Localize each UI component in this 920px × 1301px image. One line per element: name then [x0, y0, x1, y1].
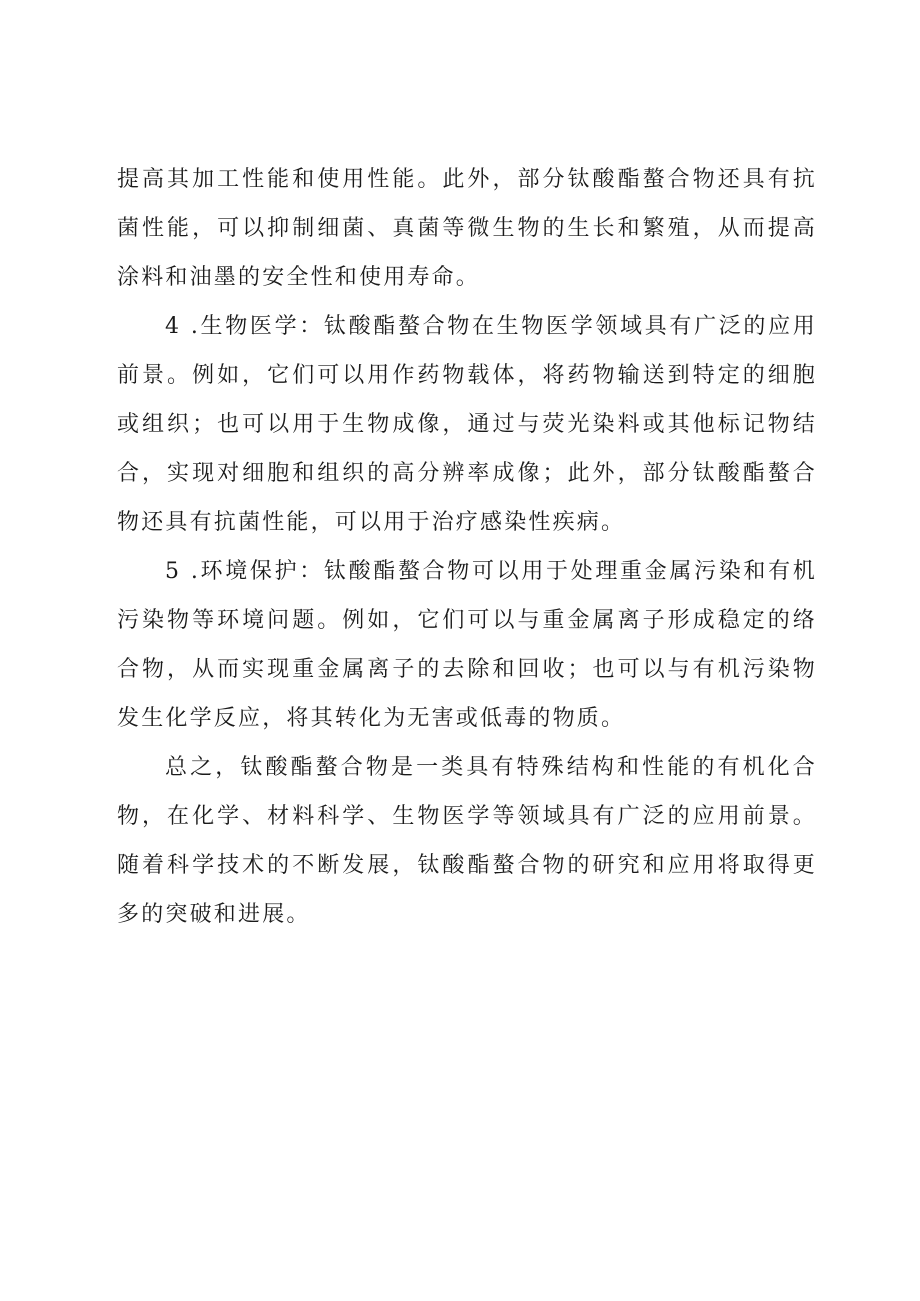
paragraph-conclusion: 总之，钛酸酯螯合物是一类具有特殊结构和性能的有机化合物，在化学、材料科学、生物医学等领域具有广泛的应用前景。随着科学技术的不断发展，钛酸酯螯合物的研究和应用将取得更多的突破和进展。	[117, 755, 817, 927]
document-body	[117, 155, 817, 939]
paragraph-continuation: 提高其加工性能和使用性能。此外，部分钛酸酯螯合物还具有抗菌性能，可以抑制细菌、真菌等微生物的生长和繁殖，从而提高涂料和油墨的安全性和使用寿命。	[117, 167, 817, 290]
paragraph-biomedicine: 4 .生物医学：钛酸酯螯合物在生物医学领域具有广泛的应用前景。例如，它们可以用作药物载体，将药物输送到特定的细胞或组织；也可以用于生物成像，通过与荧光染料或其他标记物结合，实现对细胞和组织的高分辨率成像；此外，部分钛酸酯螯合物还具有抗菌性能，可以用于治疗感染性疾病。	[117, 314, 817, 535]
paragraph-environmental-protection: 5 .环境保护：钛酸酯螯合物可以用于处理重金属污染和有机污染物等环境问题。例如，它们可以与重金属离子形成稳定的络合物，从而实现重金属离子的去除和回收；也可以与有机污染物发生化学反应，将其转化为无害或低毒的物质。	[117, 559, 817, 731]
